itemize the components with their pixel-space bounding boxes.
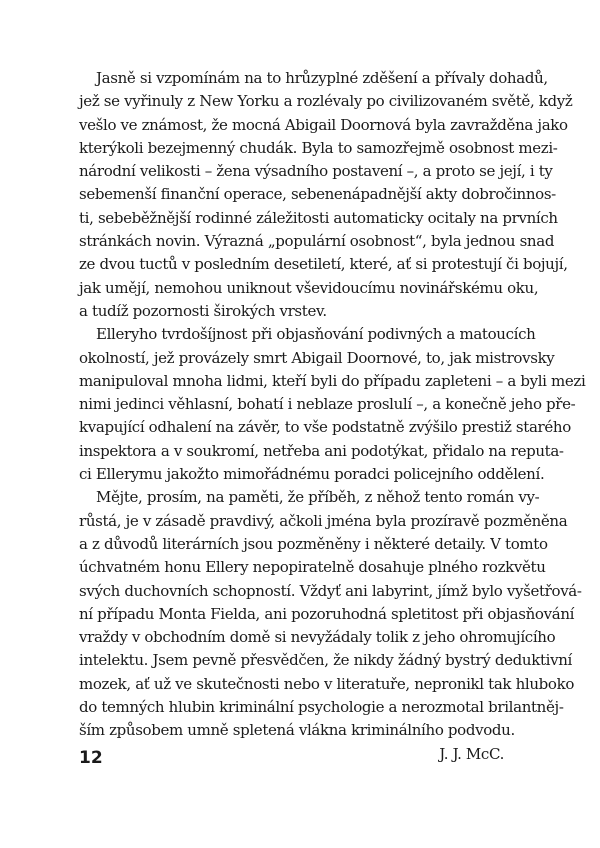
text-line: a z důvodů literárních jsou pozměněny i některé detaily. V tomto [79, 534, 548, 553]
text-line: okolností, jež provázely smrt Abigail Doornové, to, jak mistrovsky [79, 348, 555, 367]
text-line: ším způsobem umně spletená vlákna kriminálního podvodu. [79, 721, 515, 740]
text-line: stránkách novin. Výrazná „populární osobnost“, byla jednou snad [79, 232, 555, 251]
text-line: do temných hlubin kriminální psychologie a nerozmotal brilantněj- [79, 698, 564, 717]
text-line: nimi jedinci věhlasní, bohatí i neblaze proslulí –, a konečně jeho pře- [79, 395, 576, 414]
text-line: mozek, ať už ve skutečnosti nebo v literatuře, nepronikl tak hluboko [79, 674, 575, 693]
text-line: jak umějí, nemohou uniknout vševidoucímu novinářskému oku, [79, 278, 539, 297]
text-line: Mějte, prosím, na paměti, že příběh, z něhož tento román vy- [96, 488, 540, 507]
text-line: Elleryho tvrdošíjnost při objasňování podivných a matoucích [96, 325, 536, 344]
text-line: sebemenší finanční operace, sebenenápadnější akty dobročinnos- [79, 185, 556, 204]
text-line: kterýkoli bezejmenný chudák. Byla to samozřejmě osobnost mezi- [79, 138, 558, 157]
text-line: vraždy v obchodním domě si nevyžádaly tolik z jeho ohromujícího [79, 628, 556, 647]
text-line: Jasně si vzpomínám na to hrůzyplné zděšení a přívaly dohadů, [96, 69, 548, 87]
text-line: ti, sebeběžnější rodinné záležitosti automaticky ocitaly na prvních [79, 208, 558, 227]
text-line: inspektora a v soukromí, netřeba ani podotýkat, přidalo na reputa- [79, 441, 564, 460]
body-text [79, 67, 586, 766]
text-line: růstá, je v zásadě pravdivý, ačkoli jména byla prozíravě pozměněna [79, 511, 568, 530]
text-line: ze dvou tuctů v posledním desetiletí, které, ať si protestují či bojují, [79, 255, 568, 274]
text-line: národní velikosti – žena výsadního postavení –, a proto se její, i ty [79, 162, 553, 181]
text-line: vešlo ve známost, že mocná Abigail Doornová byla zavražděna jako [79, 115, 568, 134]
text-line: úchvatném honu Ellery nepopiratelně dosahuje plného rozkvětu [79, 558, 546, 577]
text-line: a tudíž pozornosti širokých vrstev. [79, 301, 327, 320]
text-line: svých duchovních schopností. Vždyť ani labyrint, jímž bylo vyšetřová- [79, 581, 582, 600]
text-line: ci Ellerymu jakožto mimořádnému poradci policejního oddělení. [79, 465, 545, 484]
text-line: intelektu. Jsem pevně přesvědčen, že nikdy žádný bystrý deduktivní [79, 651, 572, 670]
text-line: kvapující odhalení na závěr, to vše podstatně zvýšilo prestiž starého [79, 418, 571, 437]
text-line: ní případu Monta Fielda, ani pozoruhodná spletitost při objasňování [79, 604, 575, 623]
text-line: jež se vyřinuly z New Yorku a rozlévaly po civilizovaném světě, když [79, 92, 573, 111]
page-number: 12 [79, 748, 103, 768]
text-line: manipuloval mnoha lidmi, kteří byli do případu zapleteni – a byli mezi [79, 371, 586, 390]
author-signature: J. J. McC. [439, 744, 504, 763]
